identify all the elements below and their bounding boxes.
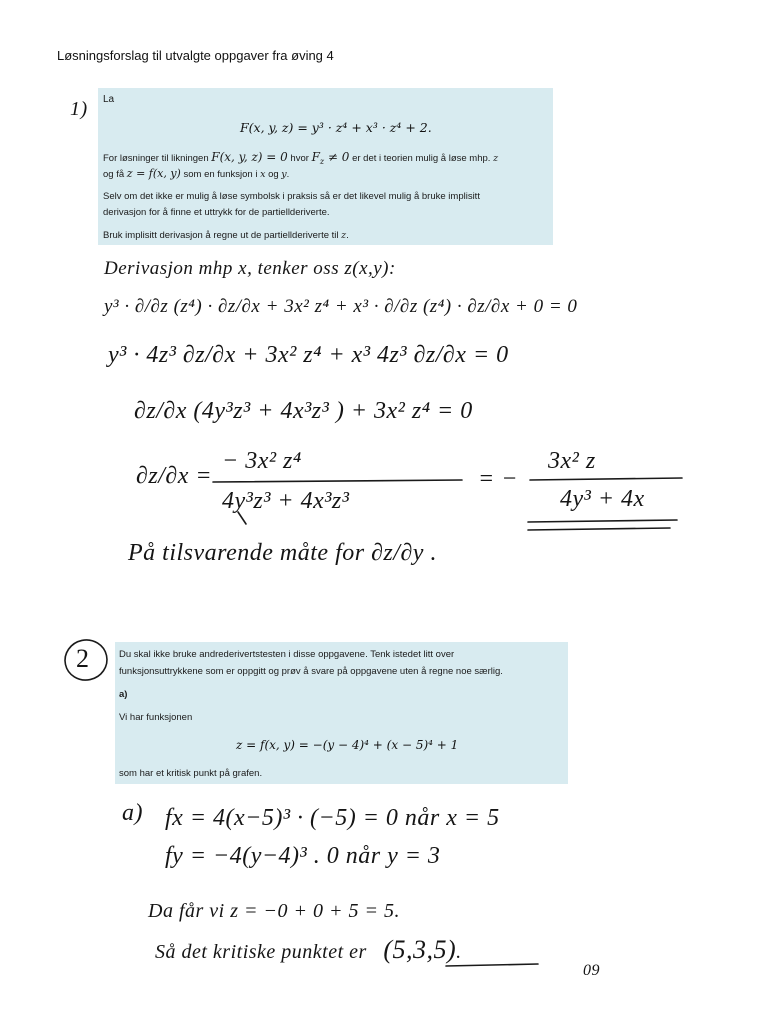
hw1-fraction-bar2 (530, 478, 682, 480)
task1-line2: og få z = f(x, y) som en funksjon i x og y. (103, 167, 290, 180)
hw2-line1: fx = 4(x−5)³ · (−5) = 0 når x = 5 (165, 805, 500, 831)
task1-line1: For løsninger til likningen F(x, y, z) = 0 hvor $F_z \ne 0$ er det i teorien mulig å løse mhp. z (103, 150, 499, 166)
hw1-heading: Derivasjon mhp x, tenker oss z(x,y): (104, 258, 396, 279)
hw1-line4-equals: = − (478, 466, 518, 492)
hw1-line2: y³ · 4z³ ∂z/∂x + 3x² z⁴ + x³ 4z³ ∂z/∂x = 0 (108, 342, 509, 368)
hw2-underline (446, 964, 538, 966)
hw1-line4-numerator2: 3x² z (548, 448, 596, 474)
hw1-hook (238, 512, 246, 524)
task2-marker-circle (61, 636, 110, 684)
task2-vi-har: Vi har funksjonen (119, 712, 193, 723)
task1-para2-line1: Selv om det ikke er mulig å løse symbolsk i praksis så er det likevel mulig å bruke implisitt (103, 191, 480, 202)
hw1-line4-numerator: − 3x² z⁴ (222, 448, 302, 474)
task2-equation: z = f(x, y) = −(y − 4)⁴ + (x − 5)⁴ + 1 (236, 738, 459, 752)
hw1-line4-lhs: ∂z/∂x = (136, 463, 213, 489)
task1-para3: Bruk implisitt derivasjon å regne ut de partiellderiverte til z. (103, 230, 349, 241)
hw1-line4-denominator2: 4y³ + 4x (560, 486, 645, 512)
hw1-underline2 (528, 528, 670, 530)
hw1-line4-denominator: 4y³z³ + 4x³z³ (222, 488, 350, 514)
task2-marker: 2 (76, 644, 90, 673)
hw2-label: a) (122, 800, 143, 826)
task1-la: La (103, 94, 115, 105)
task2-som-har: som har et kritisk punkt på grafen. (119, 768, 263, 779)
hw1-fraction-bar (213, 480, 462, 482)
hw2-corner: 09 (583, 962, 600, 979)
task1-equation: F(x, y, z) = y³ · z⁴ + x³ · z⁴ + 2. (240, 120, 432, 135)
hw2-line3: Da får vi z = −0 + 0 + 5 = 5. (148, 900, 400, 922)
hw1-line3: ∂z/∂x (4y³z³ + 4x³z³ ) + 3x² z⁴ = 0 (134, 398, 473, 424)
task1-marker: 1) (70, 98, 88, 120)
hw1-line5: På tilsvarende måte for ∂z/∂y . (128, 540, 437, 566)
hw1-line1: y³ · ∂/∂z (z⁴) · ∂z/∂x + 3x² z⁴ + x³ · ∂/∂z (z⁴) · ∂z/∂x + 0 = 0 (104, 296, 578, 317)
task2-intro-line2: funksjonsuttrykkene som er oppgitt og prøv å svare på oppgavene uten å regne noe særlig. (119, 666, 503, 677)
page-title: Løsningsforslag til utvalgte oppgaver fra øving 4 (57, 48, 334, 63)
hw2-line4: Så det kritiske punktet er (5,3,5). (155, 935, 462, 964)
task2-intro-line1: Du skal ikke bruke andrederivertstesten i disse oppgavene. Tenk istedet litt over (119, 649, 455, 660)
task2-part-label: a) (119, 689, 128, 700)
task1-para2-line2: derivasjon for å finne et uttrykk for de partiellderiverte. (103, 207, 330, 218)
hw2-line2: fy = −4(y−4)³ . 0 når y = 3 (165, 843, 441, 869)
hw1-underline1 (528, 520, 677, 522)
